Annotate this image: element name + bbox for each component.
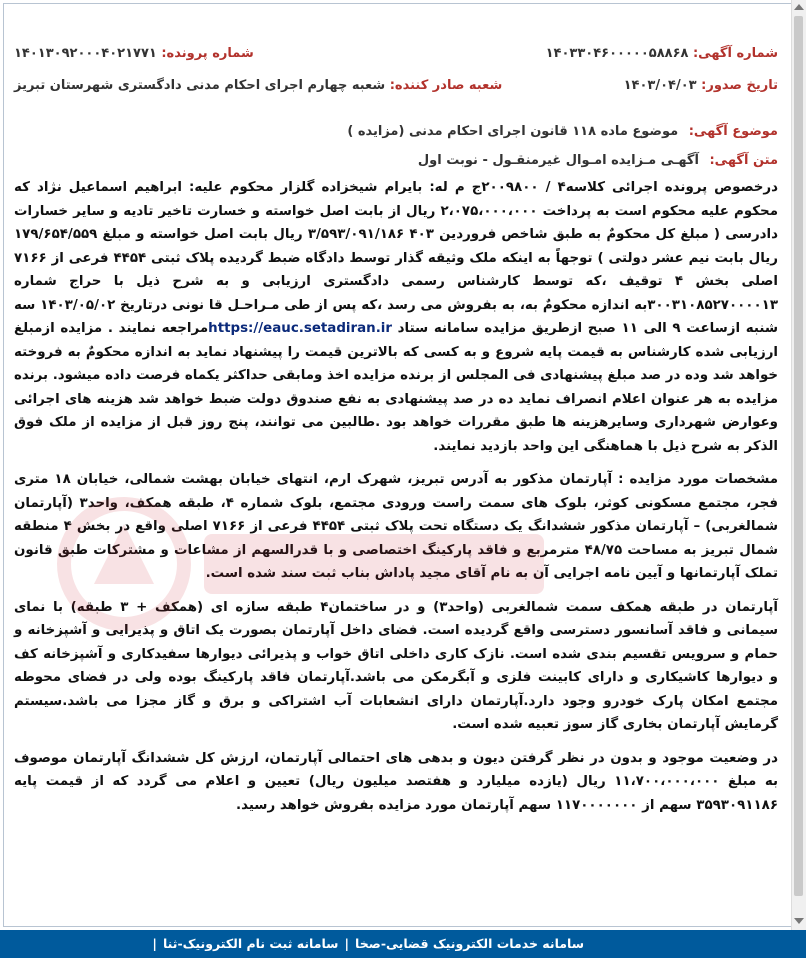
footer-link-sakha[interactable]: سامانه خدمات الکترونیک قضایی-صخا [355, 936, 584, 951]
subject-value: موضوع ماده ۱۱۸ قانون اجرای احکام مدنی (مزایده ) [347, 124, 679, 139]
notice-number-row [14, 46, 778, 61]
issuer-label: شعبه صادر کننده: [389, 78, 503, 93]
issue-date-label: تاریخ صدور: [701, 78, 778, 93]
issue-date: ۱۴۰۳/۰۴/۰۳ [623, 78, 697, 93]
notice-number: ۱۴۰۳۳۰۴۶۰۰۰۰۰۵۸۸۶۸ [545, 46, 689, 61]
notice-header [14, 4, 778, 112]
footer-separator: | [344, 936, 350, 951]
vertical-scrollbar[interactable] [791, 0, 806, 930]
notice-number-label: شماره آگهی: [692, 46, 778, 61]
subject-label: موضوع آگهی: [688, 124, 778, 139]
notice-content [4, 4, 794, 817]
case-number: ۱۴۰۱۳۰۹۲۰۰۰۴۰۲۱۷۷۱ [14, 46, 157, 61]
issue-date-row [14, 78, 778, 93]
scroll-up-arrow-icon[interactable] [794, 4, 804, 10]
notice-panel [3, 3, 795, 927]
issuer: شعبه چهارم اجرای احکام مدنی دادگستری شهرستان تبریز [14, 78, 386, 93]
footer-separator-end: | [152, 936, 157, 951]
paragraph-2: مشخصات مورد مزایده : آپارتمان مذکور به آدرس تبریز، شهرک ارم، انتهای خیابان بهشت شمالی، خیابان ۱۸ متری فجر، مجتمع مسکونی کوثر، بلوک های سمت راست ورودی مجتمع، بلوک شماره ۴، طبقه همکف، واحد۳ (آپارتمان شمالغربی) – آپارتمان مذکور ششدانگ یک دستگاه تحت پلاک ثبتی ۴۴۵۴ فرعی از ۷۱۶۶ اصلی واقع در بخش ۴ منطقه شمال تبریز به مساحت ۴۸/۷۵ مترمربع و فاقد پارکینگ اختصاصی و با قدرالسهم از مشاعات و مشترکات طبق قانون تملک آپارتمانها و آیین نامه اجرایی آن به نام آقای مجید پاداش بناب ثبت سند شده است. [14, 472, 778, 581]
notice-body [14, 176, 778, 817]
footer-bar [0, 930, 806, 958]
scroll-down-arrow-icon[interactable] [794, 918, 804, 924]
paragraph-1-after-link: مراجعه نمایند . مزایده ازمبلغ ارزیابی شده کارشناس به قیمت پایه شروع و به کسی که بالاترین قیمت را پیشنهاد نماید به اندازه محکومٌ به فروخته خواهد شد وده در صد مبلغ پیشنهادی فی المجلس از برنده مزایده اخذ ومابقی حداکثر یکماه فرصت داده میشود. برنده مزایده به هر عنوان اعلام انصراف نماید ده در صد پیشنهادی به نفع صندوق دولت ضبط خواهد شد هزینه های اجرائی وعوارض شهرداری وسایرهزینه ها طبق مقررات خواهد بود .طالبین می توانند، پنج روز قبل از مزایده از ملک فوق الذکر به شرح ذیل با هماهنگی این واحد بازدید نمایند. [14, 321, 778, 454]
notice-text-label: متن آگهی: [709, 153, 778, 168]
footer-links [152, 936, 584, 951]
subject-row [14, 124, 778, 139]
footer-link-sana[interactable]: سامانه ثبت نام الکترونیک-ثنا [162, 936, 339, 951]
notice-text-value: آگهـی مـزایده امـوال غیرمنقـول - نوبت اول [417, 153, 699, 168]
paragraph-3: آپارتمان در طبقه همکف سمت شمالغربی (واحد۳) و در ساختمان۴ طبقه سازه ای (همکف + ۳ طبقه) با نمای سیمانی و فاقد آسانسور دسترسی واقع گردیده است. فضای داخل آپارتمان بصورت یک اتاق و پذیرایی و آشپزخانه و حمام و سرویس تقسیم بندی شده است. نازک کاری داخلی اتاق خواب و پذیرائی دیوارها سفیدکاری و آشپزخانه کف و دیوارها کاشیکاری و دارای کابینت فلزی و آبگرمکن می باشد.آپارتمان فاقد پارکینگ بوده ولی در فضای محوطه مجتمع امکان پارک خودرو وجود دارد.آپارتمان دارای انشعابات آب اشتراکی و برق و گاز مجزا می باشد.سیستم گرمایش آپارتمان بخاری گاز سوز تعبیه شده است. [14, 599, 778, 732]
paragraph-1 [14, 176, 778, 458]
scroll-thumb[interactable] [794, 16, 803, 896]
paragraph-4: در وضعیت موجود و بدون در نظر گرفتن دیون و بدهی های احتمالی آپارتمان، ارزش کل ششدانگ آپارتمان موصوف به مبلغ ۱۱،۷۰۰،۰۰۰،۰۰۰ ریال (یازده میلیارد و هفتصد میلیون ریال) تعیین و اعلام می گردد که از قیمت پایه ۳۵۹۳۰۹۱۱۸۶ سهم از ۱۱۷۰۰۰۰۰۰۰ سهم آپارتمان مورد مزایده بفروش خواهد رسید. [14, 750, 779, 813]
notice-text-row [14, 153, 778, 168]
case-number-label: شماره پرونده: [161, 46, 254, 61]
paragraph-1-before-link: درخصوص پرونده اجرائی کلاسه۴ / ۲۰۰۹۸۰۰ج م له: بایرام شیخزاده گلزار محکوم علیه: ابراهیم اسماعیل نژاد که محکوم علیه محکوم است به پرداخت ۲،۰۷۵،۰۰۰،۰۰۰ ریال از بابت اصل خواسته و خسارت تاخیر تادیه و سایر خسارات دادرسی ( مبلغ کل محکومٌ به طبق شاخص فروردین ۴۰۳ ۳/۵۹۳/۰۹۱/۱۸۶ ریال بابت اصل خواسته و مبلغ ۱۷۹/۶۵۴/۵۵۹ ریال بابت نیم عشر دولتی ) توجهاً به اینکه ملک وثیقه گذار توسط دادگاه ضبط گردیده پلاک ثبتی ۴۴۵۴ فرعی از ۷۱۶۶ اصلی بخش ۴ توقیف ،که توسط کارشناس رسمی دادگستری ارزیابی و به شرح ذیل با حراج شماره ۳۰۰۳۱۰۸۵۲۷۰۰۰۰۱۳به اندازه محکومٌ به، به بفروش می رسد ،که پس از طی مـراحـل قا نونی درتاریخ ۱۴۰۳/۰۵/۰۲ سه شنبه ازساعت ۹ الی ۱۱ صبح ازطریق مزایده سامانه ستاد [14, 180, 779, 336]
setad-link[interactable]: https://eauc.setadiran.ir [208, 321, 392, 336]
